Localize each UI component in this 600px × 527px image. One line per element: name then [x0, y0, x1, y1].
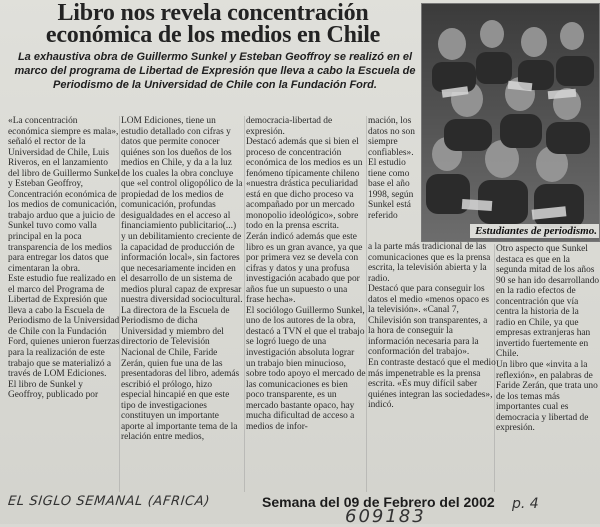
handwritten-source-note: EL SIGLO SEMANAL (AFRICA)	[7, 494, 211, 509]
handwritten-page-note: p. 4	[512, 496, 539, 512]
article-column-4-top: mación, los datos no son siempre confiables». El estudio tiene como base el año 1998, según Sunkel está referido	[368, 116, 415, 221]
article-column-5: Otro aspecto que Sunkel destaca es que en la segunda mitad de los años 90 se han ido desarrollando en la radio efectos de concentración que vía centra la historia de la radio en Chile, ya que empresas extranjeras han invertido fuertemente en Chile. Un libro que «invita a la reflexión», en palabras de Faride Zerán, que trata uno de los temas más importantes cual es democracia y libertad de expresión.	[496, 244, 600, 434]
article-deck: La exhaustiva obra de Guillermo Sunkel y Esteban Geoffroy se realizó en el marco del programa de Libertad de Expresión que lleva a cabo la Escuela de Periodismo de la Universidad de Chile con la Fundación Ford.	[14, 51, 416, 91]
article-headline: Libro nos revela concentración económica de los medios en Chile	[45, 0, 381, 48]
students-photo-image	[422, 4, 599, 241]
column-divider	[244, 116, 245, 492]
photo-caption: Estudiantes de periodismo.	[470, 224, 599, 238]
article-column-2: LOM Ediciones, tiene un estudio detallado con cifras y datos que permite conocer quiénes son los dueños de los medios en Chile, y da a la luz de los cuales la obra concluye que «el control oligopólico de la propiedad de los medios de comunicación, profundas desigualdades en el acceso al financiamiento publicitario(...) y un debilitamiento creciente de la capacidad de producción de información local», sin factores que necesariamente inciden en el desarrollo de un sistema de medios plural capaz de expresar nuestra diversidad sociocultural. La directora de la Escuela de Periodismo de dicha Universidad y miembro del directorio de Televisión Nacional de Chile, Faride Zerán, quien fue una de las presentadoras del libro, además escribió el prólogo, hizo especial hincapié en que este tipo de investigaciones constituyen un importante aporte al importante tema de la relación entre medios,	[121, 116, 243, 443]
article-column-1: «La concentración económica siempre es mala», señaló el rector de la Universidad de Chile, Luis Riveros, en el lanzamiento del libro de Guillermo Sunkel y Esteban Geoffroy, Concentración económica de los medios de comunicación, trabajo arduo que a juicio de Sunkel tuvo como valla principal en la poca transparencia de los medios para entregar los datos que cimentaran la obra. Este estudio fue realizado en el marco del Programa de Libertad de Expresión que lleva a cabo la Escuela de Periodismo de la Universidad de Chile con la Fundación Ford, quienes unieron fuerzas para la realización de este trabajo que se materializó a través de LOM Ediciones. El libro de Sunkel y Geoffroy, publicado por	[8, 116, 120, 401]
column-divider	[366, 116, 367, 492]
publication-date: Semana del 09 de Febrero del 2002	[262, 494, 495, 510]
article-column-3: democracia-libertad de expresión. Destacó además que si bien el proceso de concentración económica de los medios es un fenómeno típicamente chileno «nuestra drástica peculiaridad está en que dicho proceso va acompañado por un mercado monopolio ideológico», sobre todo en la prensa escrita. Zerán indicó además que este libro es un gran avance, ya que por primera vez se devela con cifras y datos y una profusa investigación acabado que por años fue un supuesto o una frase hecha». El sociólogo Guillermo Sunkel, uno de los autores de la obra, destacó a TVN el que el trabajo se logró luego de una investigación absoluta lograr un trabajo bien minucioso, sobre todo apoyo el mercado de las comunicaciones es bien poco transparente, es un mercado bastante opaco, hay mucha dificultad de acceso a medios de infor-	[246, 116, 366, 432]
article-column-4-bottom: a la parte más tradicional de las comunicaciones que es la prensa escrita, la televisión abierta y la radio. Destacó que para conseguir los datos el medio «menos opaco es la televisión». «Canal 7, Chilevisión son transparentes, a la hora de conseguir la información necesaria para la conformación del trabajo». En contraste destacó que el medio más impenetrable es la prensa escrita. «Es muy difícil saber quiénes integran las sociedades», indicó.	[368, 242, 496, 411]
article-photo	[421, 3, 600, 242]
handwritten-archive-number: 609183	[345, 506, 426, 527]
